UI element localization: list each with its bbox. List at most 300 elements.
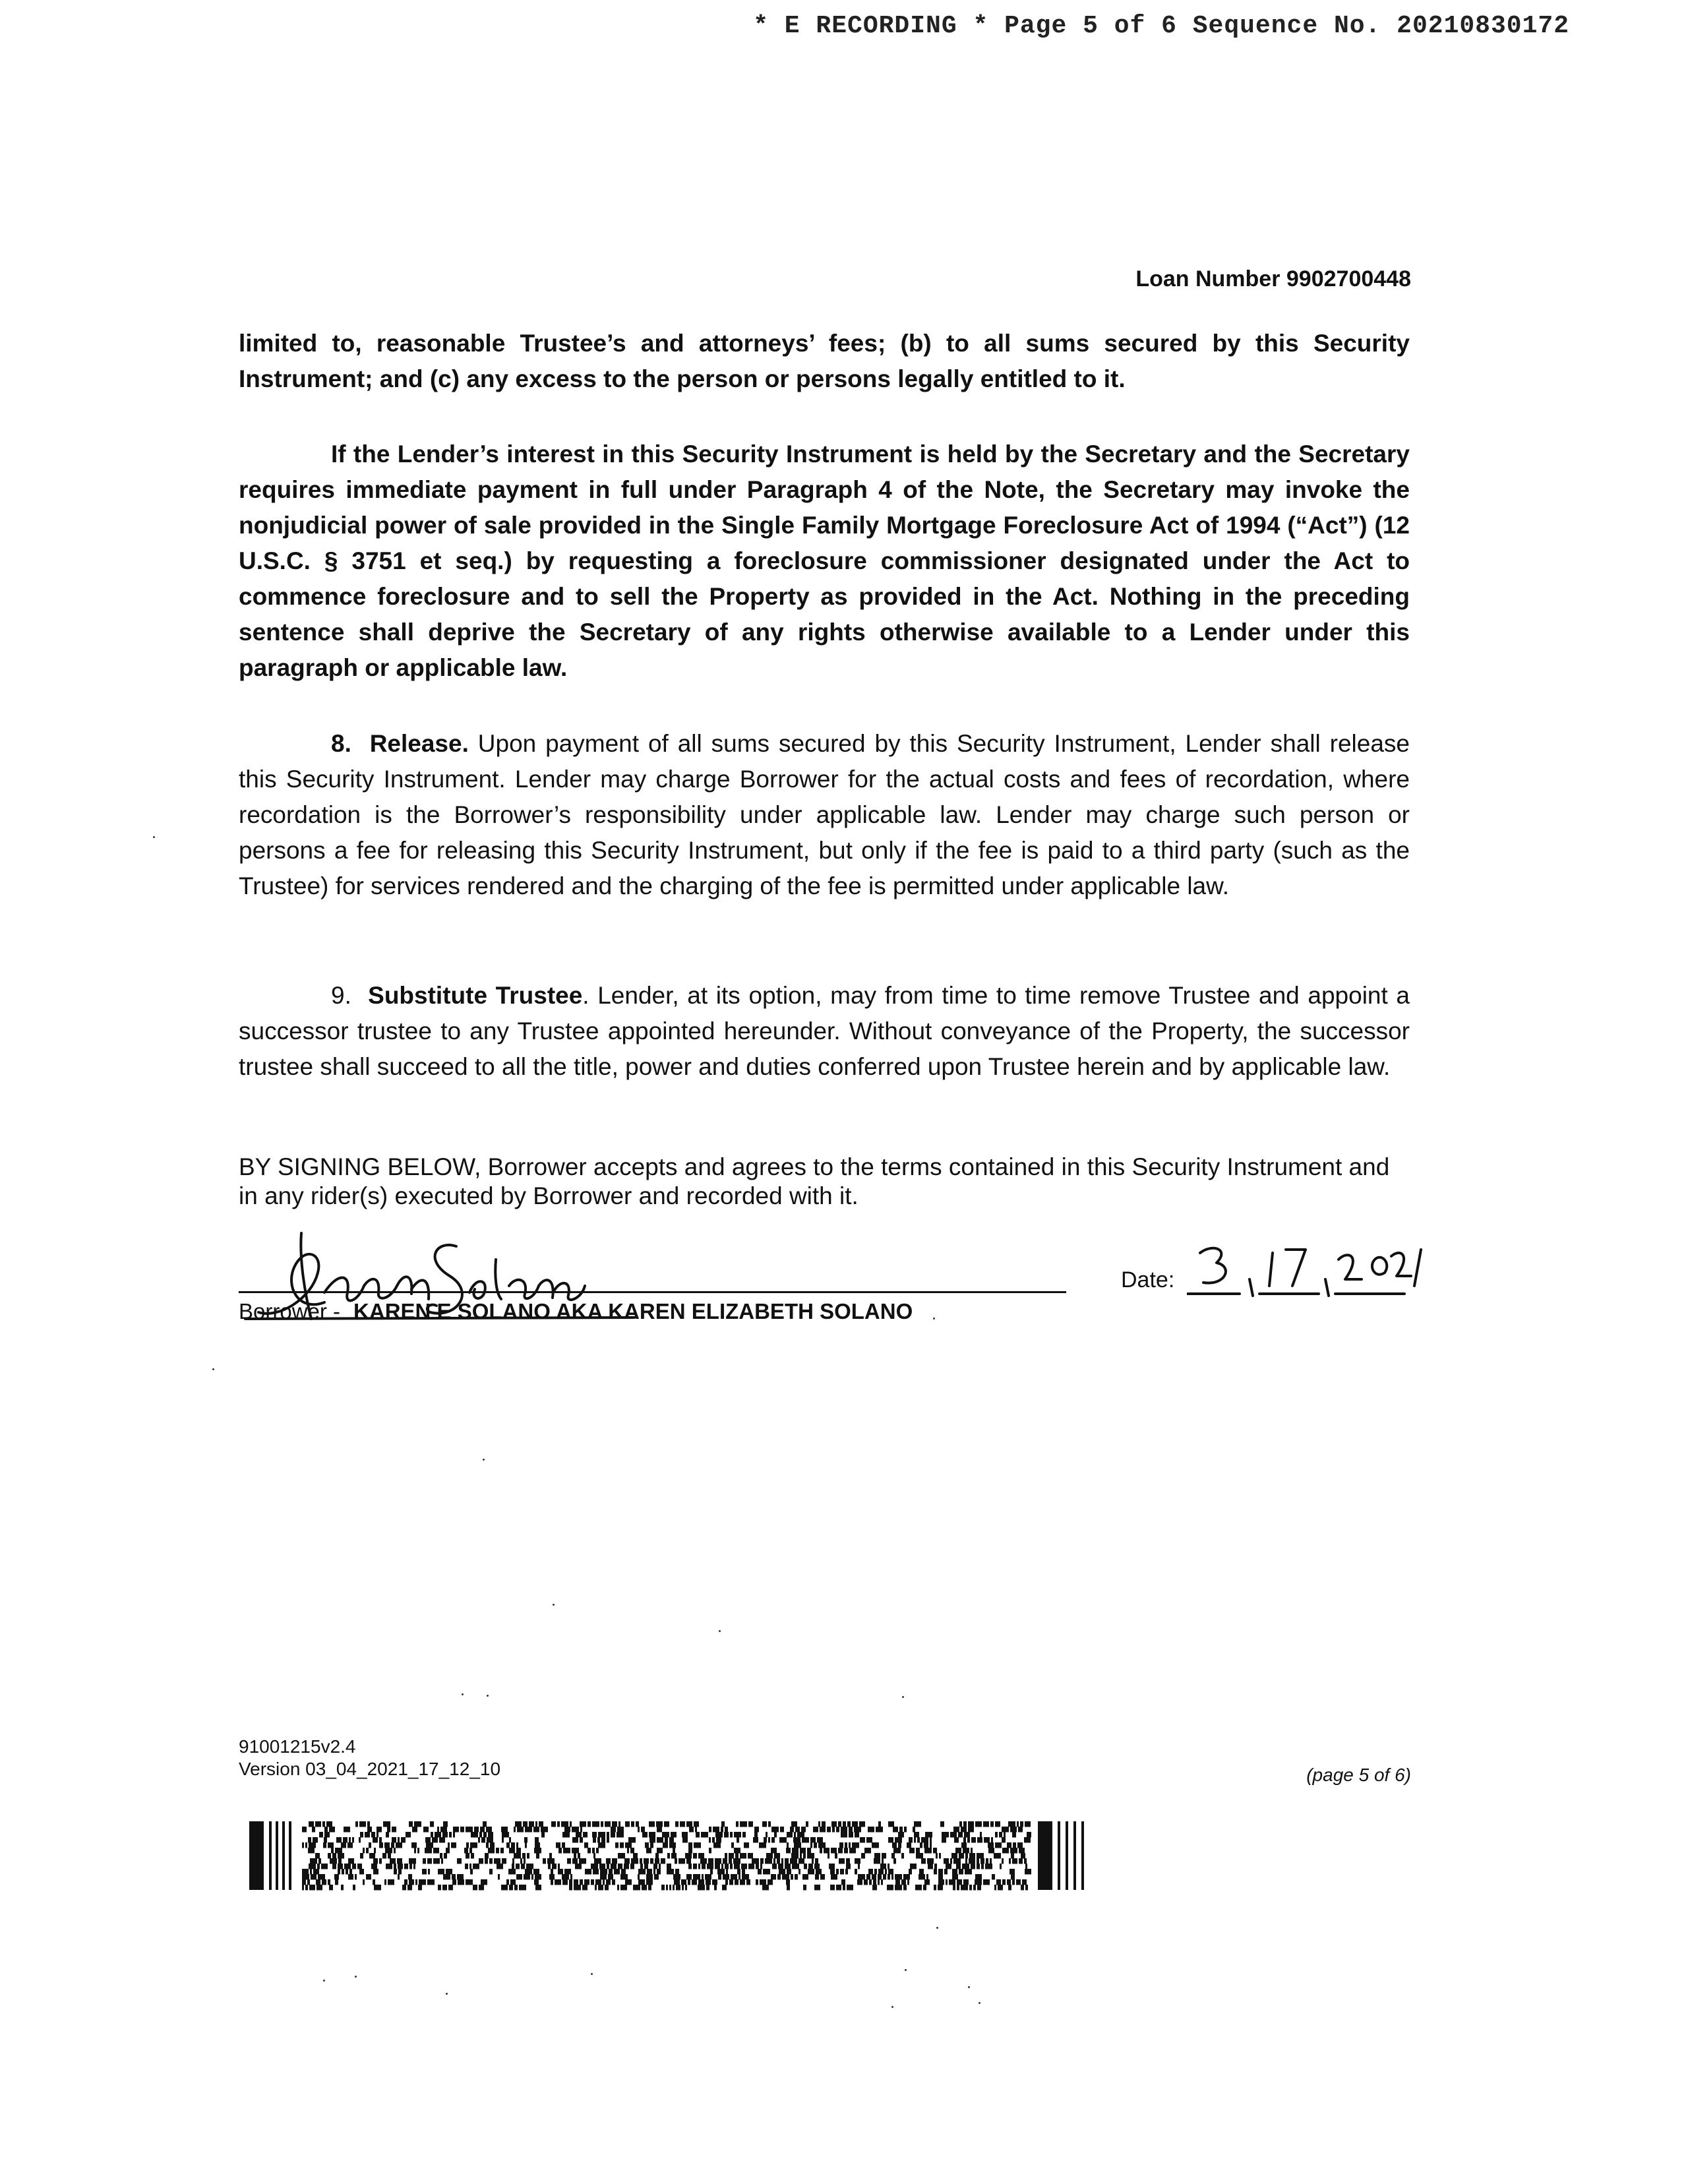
barcode-module <box>859 1821 865 1827</box>
barcode-module <box>1012 1879 1015 1885</box>
barcode-module <box>374 1885 381 1891</box>
barcode-module <box>930 1842 932 1848</box>
barcode-module <box>998 1885 1003 1891</box>
barcode-module <box>971 1837 976 1843</box>
barcode-module <box>490 1842 495 1848</box>
barcode-module <box>427 1879 435 1885</box>
barcode-module <box>618 1864 622 1869</box>
barcode-module <box>771 1837 775 1843</box>
barcode-module <box>646 1879 653 1885</box>
barcode-module <box>533 1869 539 1875</box>
barcode-module <box>440 1827 447 1833</box>
barcode-module <box>916 1848 920 1854</box>
barcode-module <box>748 1864 754 1869</box>
barcode-module <box>305 1885 308 1891</box>
barcode-module <box>440 1853 442 1859</box>
barcode-module <box>631 1821 634 1827</box>
barcode-module <box>617 1885 619 1891</box>
barcode-module <box>846 1858 850 1864</box>
barcode-module <box>686 1874 692 1880</box>
barcode-module <box>334 1874 339 1880</box>
barcode-module <box>915 1885 922 1891</box>
barcode-module <box>959 1821 962 1827</box>
barcode-module <box>919 1874 925 1880</box>
barcode-module <box>564 1827 570 1833</box>
scan-speck <box>936 1927 938 1929</box>
barcode-module <box>369 1842 371 1848</box>
scan-speck <box>968 1986 970 1988</box>
barcode-module <box>686 1858 691 1864</box>
barcode-module <box>318 1874 325 1880</box>
barcode-module <box>363 1848 365 1854</box>
barcode-module <box>771 1874 776 1880</box>
barcode-module <box>365 1832 370 1838</box>
barcode-module <box>506 1842 510 1848</box>
barcode-module <box>373 1858 378 1864</box>
barcode-module <box>302 1874 309 1880</box>
barcode-module <box>412 1827 417 1833</box>
barcode-module <box>957 1879 962 1885</box>
barcode-module <box>930 1837 932 1843</box>
barcode-module <box>572 1848 579 1854</box>
barcode-module <box>498 1874 500 1880</box>
barcode-module <box>855 1858 860 1864</box>
barcode-module <box>768 1821 771 1827</box>
barcode-module <box>386 1864 392 1869</box>
barcode-module <box>852 1842 859 1848</box>
barcode-module <box>710 1869 713 1875</box>
barcode-module <box>600 1869 607 1875</box>
paragraph-secretary: If the Lender’s interest in this Security Instrument is held by the Secretary and the Secretary requires immediate payment in full under Paragraph 4 of the Note, the Secretary may invoke the nonjudicial power of sale provided in the Single Family Mortgage Foreclosure Act of 1994 (“Act”) (12 U.S.C. § 3751 et seq.) by requesting a foreclosure commissioner designated under the Act to commence foreclosure and to sell the Property as provided in the Act. Nothing in the preceding sentence shall deprive the Secretary of any rights otherwise available to a Lender under this paragraph or applicable law. <box>239 440 1410 681</box>
barcode-module <box>633 1853 638 1859</box>
barcode-module <box>1025 1869 1031 1875</box>
barcode-module <box>312 1827 315 1833</box>
barcode-module <box>366 1848 369 1854</box>
barcode-module <box>562 1842 565 1848</box>
barcode-module <box>457 1874 464 1880</box>
barcode-module <box>831 1821 837 1827</box>
barcode-module <box>426 1842 433 1848</box>
barcode-module <box>959 1853 964 1859</box>
barcode-module <box>593 1853 595 1859</box>
barcode-module <box>994 1885 996 1891</box>
barcode-module <box>572 1858 578 1864</box>
barcode-module <box>839 1858 845 1864</box>
barcode-module <box>873 1879 876 1885</box>
barcode-module <box>768 1879 773 1885</box>
barcode-module <box>1025 1885 1028 1891</box>
barcode-module <box>1013 1842 1016 1848</box>
barcode-module <box>344 1827 350 1833</box>
barcode-module <box>316 1879 320 1885</box>
barcode-module <box>524 1874 530 1880</box>
barcode-module <box>892 1842 897 1848</box>
barcode-module <box>903 1885 907 1891</box>
barcode-module <box>836 1827 839 1833</box>
barcode-module <box>574 1885 581 1891</box>
barcode-module <box>812 1858 814 1864</box>
barcode-module <box>921 1858 926 1864</box>
barcode-module <box>676 1885 680 1891</box>
barcode-module <box>981 1864 984 1869</box>
barcode-module <box>425 1837 431 1843</box>
barcode-module <box>539 1821 543 1827</box>
barcode-module <box>1025 1864 1027 1869</box>
barcode-module <box>849 1827 853 1833</box>
barcode-module <box>1011 1853 1014 1859</box>
barcode-module <box>535 1874 541 1880</box>
barcode-module <box>313 1869 319 1875</box>
form-version: Version 03_04_2021_17_12_10 <box>239 1759 501 1779</box>
barcode-module <box>938 1874 943 1880</box>
barcode-module <box>868 1869 873 1875</box>
paragraph-text: Upon payment of all sums secured by this Security Instrument, Lender shall release this Security Instrument. Lender may charge Borrower for the actual costs and fees of recordation, where recordation is the Borrower’s responsibility under applicable law. Lender may charge such person or persons a fee for releasing this Security Instrument, but only if the fee is paid to a third party (such as the Trustee) for services rendered and the charging of the fee is permitted under applicable law. <box>239 730 1410 899</box>
barcode-module <box>330 1858 337 1864</box>
barcode-module <box>999 1832 1002 1838</box>
barcode-module <box>721 1827 723 1833</box>
barcode-module <box>569 1879 572 1885</box>
barcode-module <box>310 1869 312 1875</box>
barcode-module <box>396 1842 402 1848</box>
barcode-module <box>549 1874 555 1880</box>
barcode-module <box>369 1853 375 1859</box>
barcode-module <box>924 1842 928 1848</box>
barcode-module <box>355 1821 358 1827</box>
scan-speck <box>355 1976 357 1978</box>
barcode-module <box>938 1879 944 1885</box>
barcode-module <box>336 1837 342 1843</box>
barcode-module <box>594 1858 601 1864</box>
barcode-module <box>1008 1821 1015 1827</box>
barcode-module <box>814 1885 820 1891</box>
barcode-module <box>423 1858 426 1864</box>
barcode-module <box>693 1864 697 1869</box>
barcode-module <box>878 1874 882 1880</box>
barcode-module <box>764 1837 767 1843</box>
barcode-module <box>631 1858 638 1864</box>
barcode-module <box>510 1879 516 1885</box>
barcode-module <box>768 1837 770 1843</box>
barcode-module <box>338 1853 344 1859</box>
barcode-module <box>969 1858 975 1864</box>
barcode-module <box>588 1848 591 1854</box>
barcode-module <box>625 1821 630 1827</box>
barcode-module <box>547 1858 555 1864</box>
barcode-module <box>872 1885 877 1891</box>
barcode-module <box>624 1864 629 1869</box>
barcode-module <box>933 1848 937 1854</box>
barcode-module <box>977 1885 981 1891</box>
scan-speck <box>483 1459 485 1461</box>
barcode-module <box>302 1869 309 1875</box>
barcode-module <box>614 1869 620 1875</box>
barcode-module <box>688 1864 692 1869</box>
barcode-module <box>502 1858 506 1864</box>
barcode-module <box>893 1827 898 1833</box>
barcode-module <box>473 1864 479 1869</box>
barcode-module <box>958 1832 963 1838</box>
barcode-module <box>1007 1842 1011 1848</box>
barcode-module <box>443 1821 448 1827</box>
barcode-module <box>392 1827 396 1833</box>
barcode-module <box>927 1858 934 1864</box>
barcode-module <box>968 1827 974 1833</box>
barcode-module <box>740 1879 745 1885</box>
barcode-module <box>500 1848 504 1854</box>
barcode-module <box>596 1848 599 1854</box>
barcode-module <box>494 1858 500 1864</box>
barcode-module <box>359 1869 364 1875</box>
barcode-module <box>748 1821 753 1827</box>
barcode-module <box>881 1879 883 1885</box>
barcode-module <box>628 1837 636 1843</box>
barcode-module <box>936 1853 938 1859</box>
barcode-module <box>525 1869 532 1875</box>
barcode-module <box>404 1879 407 1885</box>
barcode-module <box>359 1821 366 1827</box>
barcode-module <box>642 1832 648 1838</box>
barcode-module <box>373 1879 375 1885</box>
barcode-module <box>990 1821 994 1827</box>
barcode-module <box>466 1879 473 1885</box>
barcode-module <box>754 1832 758 1838</box>
barcode-module <box>872 1842 879 1848</box>
barcode-module <box>765 1858 772 1864</box>
barcode-module <box>480 1827 485 1833</box>
barcode-module <box>760 1879 766 1885</box>
barcode-module <box>921 1837 928 1843</box>
barcode-module <box>592 1832 597 1838</box>
barcode-module <box>797 1832 804 1838</box>
barcode-module <box>289 1821 291 1890</box>
barcode-module <box>446 1869 452 1875</box>
barcode-module <box>432 1837 438 1843</box>
barcode-module <box>693 1874 700 1880</box>
handwritten-date <box>1187 1233 1464 1306</box>
barcode-module <box>836 1885 841 1891</box>
paragraph-number: 9. <box>331 982 351 1009</box>
barcode-module <box>995 1832 998 1838</box>
barcode-module <box>898 1832 904 1838</box>
barcode-module <box>574 1853 576 1859</box>
barcode-module <box>715 1858 721 1864</box>
barcode-module <box>415 1879 417 1885</box>
barcode-module <box>835 1853 837 1859</box>
barcode-module <box>762 1885 769 1891</box>
barcode-module <box>959 1869 963 1875</box>
barcode-module <box>458 1879 464 1885</box>
barcode-module <box>514 1827 516 1833</box>
barcode-module <box>657 1869 661 1875</box>
barcode-module <box>903 1874 910 1880</box>
barcode-module <box>349 1837 351 1843</box>
barcode-module <box>535 1885 541 1891</box>
barcode-module <box>488 1848 495 1854</box>
barcode-module <box>698 1879 704 1885</box>
barcode-module <box>790 1858 797 1864</box>
barcode-module <box>787 1842 789 1848</box>
barcode-module <box>702 1864 706 1869</box>
barcode-module <box>384 1842 390 1848</box>
barcode-module <box>995 1821 1000 1827</box>
barcode-module <box>384 1879 386 1885</box>
barcode-module <box>341 1842 346 1848</box>
barcode-module <box>721 1864 723 1869</box>
barcode-module <box>645 1842 649 1848</box>
barcode-module <box>944 1858 949 1864</box>
barcode-module <box>585 1869 591 1875</box>
barcode-module <box>803 1885 806 1891</box>
barcode-module <box>413 1864 415 1869</box>
barcode-module <box>730 1832 733 1838</box>
barcode-module <box>671 1832 677 1838</box>
barcode-module <box>1000 1864 1002 1869</box>
barcode-module <box>359 1837 361 1843</box>
barcode-module <box>617 1827 624 1833</box>
barcode-module <box>665 1837 668 1843</box>
scan-speck <box>446 1993 448 1995</box>
barcode-module <box>552 1864 557 1869</box>
barcode-module <box>899 1827 903 1833</box>
barcode-module <box>338 1869 340 1875</box>
barcode-module <box>734 1864 740 1869</box>
barcode-module <box>963 1837 966 1843</box>
barcode-module <box>968 1821 974 1827</box>
barcode-module <box>878 1879 880 1885</box>
barcode-module <box>1066 1821 1068 1890</box>
barcode-module <box>662 1832 669 1838</box>
barcode-module <box>762 1821 767 1827</box>
barcode-module <box>466 1827 473 1833</box>
barcode-module <box>655 1858 659 1864</box>
barcode-module <box>608 1874 613 1880</box>
barcode-module <box>515 1821 522 1827</box>
barcode-module <box>470 1842 477 1848</box>
barcode-module <box>938 1885 943 1891</box>
barcode-module <box>975 1821 982 1827</box>
barcode-module <box>1007 1879 1011 1885</box>
barcode-module <box>688 1848 692 1854</box>
barcode-module <box>442 1832 448 1838</box>
barcode-module <box>795 1874 798 1880</box>
barcode-module <box>407 1885 412 1891</box>
barcode-module <box>901 1853 904 1859</box>
barcode-module <box>402 1885 406 1891</box>
barcode-module <box>516 1874 522 1880</box>
barcode-module <box>1010 1869 1015 1875</box>
barcode-module <box>759 1842 766 1848</box>
barcode-module <box>512 1864 514 1869</box>
barcode-module <box>388 1853 391 1859</box>
barcode-module <box>963 1821 967 1827</box>
barcode-module <box>578 1853 580 1859</box>
barcode-module <box>914 1837 916 1843</box>
barcode-module <box>331 1848 334 1854</box>
barcode-module <box>582 1885 588 1891</box>
barcode-module <box>649 1821 655 1827</box>
barcode-module <box>969 1853 975 1859</box>
barcode-module <box>309 1821 314 1827</box>
barcode-module <box>706 1885 709 1891</box>
barcode-module <box>533 1827 539 1833</box>
barcode-module <box>316 1885 322 1891</box>
barcode-module <box>659 1864 661 1869</box>
barcode-module <box>612 1821 617 1827</box>
barcode-module <box>841 1879 845 1885</box>
barcode-module <box>438 1885 441 1891</box>
barcode-module <box>496 1848 499 1854</box>
barcode-module <box>506 1879 509 1885</box>
barcode-module <box>913 1827 915 1833</box>
barcode-module <box>891 1874 893 1880</box>
barcode-module <box>715 1864 720 1869</box>
date-label: Date: <box>1121 1267 1175 1292</box>
barcode-module <box>1081 1821 1084 1890</box>
barcode-module <box>667 1869 674 1875</box>
paragraph-heading: Substitute Trustee <box>368 982 583 1009</box>
barcode-module <box>562 1832 570 1838</box>
barcode-module <box>839 1842 843 1848</box>
barcode-module <box>944 1869 948 1875</box>
barcode-module <box>548 1864 551 1869</box>
barcode-module <box>366 1874 371 1880</box>
barcode-module <box>502 1837 504 1843</box>
barcode-module <box>417 1848 419 1854</box>
barcode-module <box>709 1837 711 1843</box>
barcode-module <box>726 1869 728 1875</box>
barcode-module <box>562 1879 568 1885</box>
barcode-module <box>807 1848 811 1854</box>
barcode-module <box>453 1832 455 1838</box>
barcode-module <box>760 1858 764 1864</box>
barcode-module <box>328 1879 330 1885</box>
barcode-module <box>934 1869 937 1875</box>
barcode-module <box>593 1837 596 1843</box>
barcode-module <box>735 1853 738 1859</box>
barcode-module <box>983 1821 989 1827</box>
barcode-module <box>682 1885 684 1891</box>
barcode-module <box>772 1864 777 1869</box>
barcode-module <box>860 1837 865 1843</box>
barcode-module <box>1024 1858 1027 1864</box>
barcode-module <box>444 1853 447 1859</box>
barcode-module <box>269 1821 272 1890</box>
barcode-module <box>942 1837 946 1843</box>
barcode-module <box>572 1837 578 1843</box>
barcode-module <box>980 1858 984 1864</box>
barcode-module <box>988 1842 994 1848</box>
barcode-module <box>302 1885 304 1891</box>
barcode-module <box>512 1858 514 1864</box>
barcode-module <box>646 1874 653 1880</box>
barcode-module <box>517 1827 524 1833</box>
barcode-module <box>346 1869 348 1875</box>
barcode-module <box>409 1864 412 1869</box>
barcode-module <box>603 1879 605 1885</box>
barcode-module <box>907 1842 911 1848</box>
barcode-module <box>486 1827 492 1833</box>
barcode-module <box>814 1842 817 1848</box>
barcode-module <box>828 1853 829 1859</box>
barcode-module <box>820 1848 822 1854</box>
barcode-module <box>501 1885 508 1891</box>
barcode-module <box>640 1864 643 1869</box>
barcode-module <box>707 1864 713 1869</box>
barcode-module <box>756 1864 759 1869</box>
barcode-module <box>985 1864 992 1869</box>
barcode-module <box>715 1832 723 1838</box>
barcode-module <box>443 1874 450 1880</box>
